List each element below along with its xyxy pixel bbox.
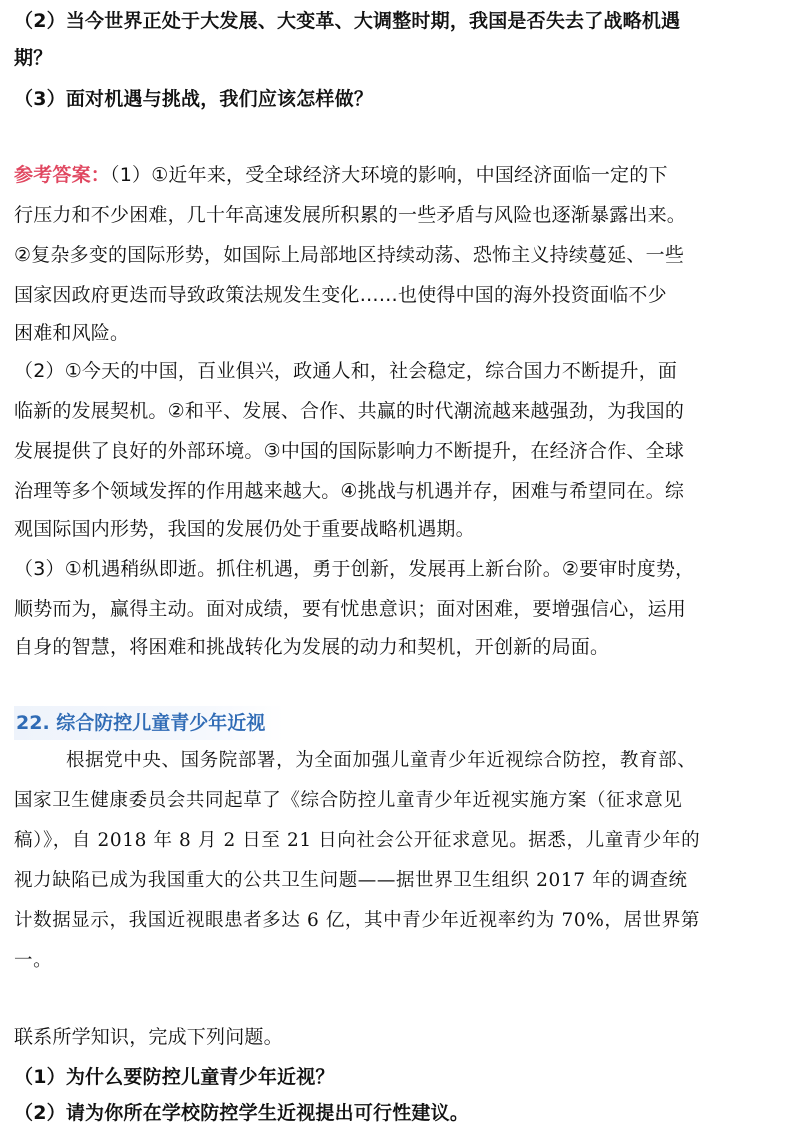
answer-label: 参考答案： [14,164,111,186]
paragraph-line: 根据党中央、国务院部署，为全面加强儿童青少年近视综合防控，教育部、 [66,750,697,771]
section-heading [14,706,284,740]
answer-line: 自身的智慧，将困难和挑战转化为发展的动力和契机，开创新的局面。 [14,636,610,658]
answer-line: ②复杂多变的国际形势，如国际上局部地区持续动荡、恐怖主义持续蔓延、一些 [14,244,685,266]
paragraph-line: 计数据显示，我国近视眼患者多达 6 亿，其中青少年近视率约为 70%，居世界第 [14,910,700,931]
question-3: （3）面对机遇与挑战，我们应该怎样做？ [14,88,374,110]
paragraph-line: 视力缺陷已成为我国重大的公共卫生问题——据世界卫生组织 2017 年的调查统 [14,870,688,891]
paragraph-line: 国家卫生健康委员会共同起草了《综合防控儿童青少年近视实施方案（征求意见 [14,790,683,811]
section-heading-text: 22. 综合防控儿童青少年近视 [16,712,266,734]
paragraph-line: 一。 [14,950,53,971]
answer-line: 观国际国内形势，我国的发展仍处于重要战略机遇期。 [14,518,475,540]
answer-line: 顺势而为，赢得主动。面对成绩，要有忧患意识；面对困难，要增强信心，运用 [14,598,687,620]
answer-line: 发展提供了良好的外部环境。③中国的国际影响力不断提升，在经济合作、全球 [14,440,685,462]
answer-line: 行压力和不少困难，几十年高速发展所积累的一些矛盾与风险也逐渐暴露出来。 [14,204,687,226]
answer-line: 临新的发展契机。②和平、发展、合作、共赢的时代潮流越来越强劲，为我国的 [14,400,685,422]
answer-first-line-text: （1）①近年来，受全球经济大环境的影响，中国经济面临一定的下 [110,164,668,186]
answer-line: 治理等多个领域发挥的作用越来越大。④挑战与机遇并存，困难与希望同在。综 [14,480,685,502]
question-2-line-1: （2）当今世界正处于大发展、大变革、大调整时期，我国是否失去了战略机遇 [14,10,681,32]
answer-line: 困难和风险。 [14,322,130,344]
answer-line: （3）①机遇稍纵即逝。抓住机遇，勇于创新，发展再上新台阶。②要审时度势， [14,558,695,580]
section-question-2: （2）请为你所在学校防控学生近视提出可行性建议。 [14,1102,470,1124]
answer-line: （2）①今天的中国，百业俱兴，政通人和，社会稳定，综合国力不断提升，面 [14,360,678,382]
question-2-line-2: 期？ [14,47,53,69]
answer-line: 国家因政府更迭而导致政策法规发生变化……也使得中国的海外投资面临不少 [14,284,667,306]
section-prompt: 联系所学知识，完成下列问题。 [14,1026,283,1048]
answer-first-line [14,162,794,188]
paragraph-line: 稿）》，自 2018 年 8 月 2 日至 21 日向社会公开征求意见。据悉，儿童青少年的 [14,830,701,851]
section-question-1: （1）为什么要防控儿童青少年近视？ [14,1066,335,1088]
